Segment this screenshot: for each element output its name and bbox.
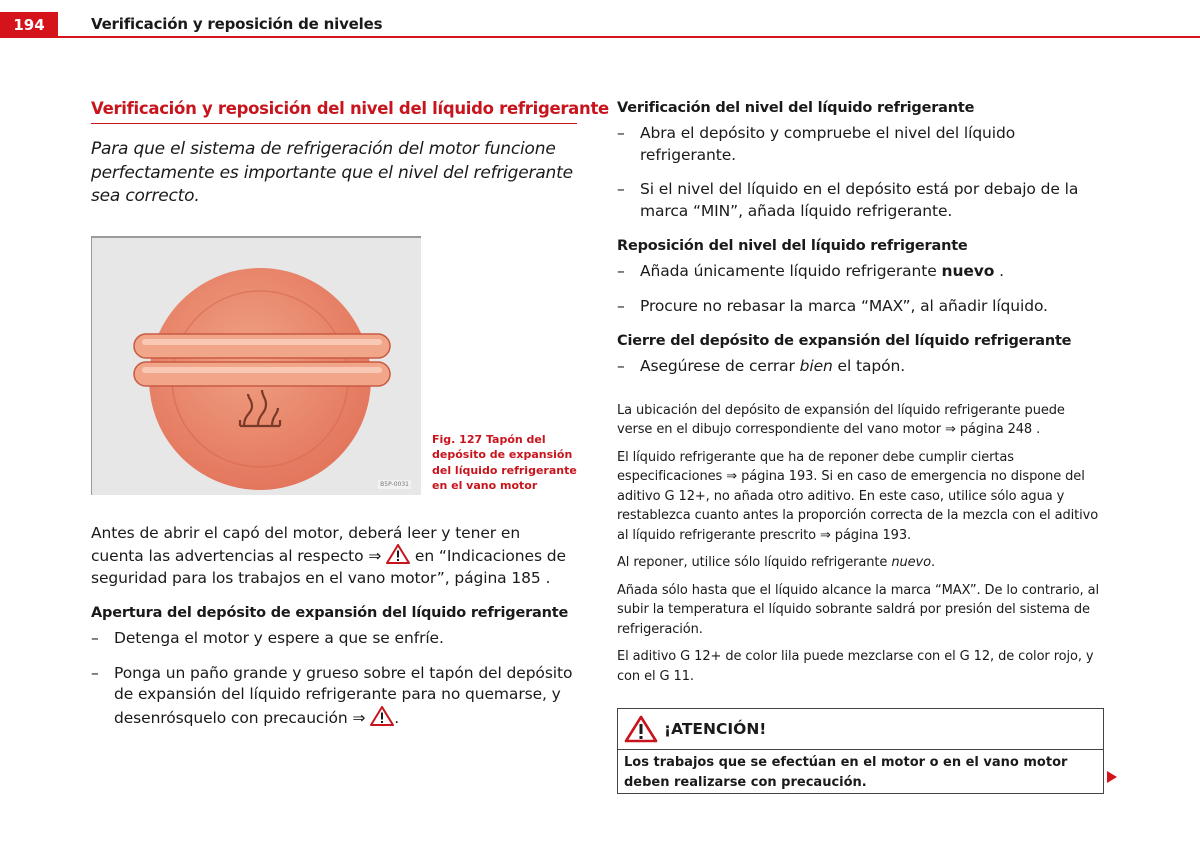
figure-code: B5P-0031 xyxy=(380,480,409,488)
attention-text: Los trabajos que se efectúan en el motor o en el vano motor deben realizarse con precaución. xyxy=(624,755,1068,790)
section-title-text: Verificación y reposición del nivel del líquido refrigerante xyxy=(91,99,609,118)
figure-image xyxy=(91,236,421,495)
note-text: Al reponer, utilice sólo líquido refrigerante xyxy=(617,555,892,570)
emphasis-well: bien xyxy=(799,357,833,375)
emphasis-new: nuevo xyxy=(941,262,995,280)
safety-paragraph xyxy=(91,523,577,590)
list-item xyxy=(617,261,1104,283)
list-item-text: Ponga un paño grande y grueso sobre el tapón del depósito de expansión del líquido refrigerante para no quemarse, y desenrósquelo con precaución xyxy=(114,663,573,727)
right-column xyxy=(617,100,1104,686)
list-item-text: Abra el depósito y compruebe el nivel del líquido refrigerante. xyxy=(640,124,1016,164)
note-location: La ubicación del depósito de expansión del líquido refrigerante puede verse en el dibujo correspondiente del vano motor ⇒ página 248 . xyxy=(617,402,1065,437)
dash-marker: – xyxy=(617,180,625,198)
figure-127 xyxy=(91,236,577,495)
list-item-text: Añada únicamente líquido refrigerante xyxy=(640,262,942,280)
refill-heading: Reposición del nivel del líquido refrigerante xyxy=(617,238,968,254)
list-item: – Ponga un paño grande y grueso sobre el tapón del depósito de expansión del líquido refrigerante para no quemarse, y desenrósquelo con precaución ⇒ . xyxy=(91,663,573,727)
attention-title: ¡ATENCIÓN! xyxy=(664,720,767,738)
attention-box xyxy=(617,708,1104,794)
warning-triangle-icon xyxy=(624,715,658,743)
list-item xyxy=(617,296,1104,318)
list-item-text: Si el nivel del líquido en el depósito está por debajo de la marca “MIN”, añada líquido refrigerante. xyxy=(640,180,1079,220)
opening-heading: Apertura del depósito de expansión del líquido refrigerante xyxy=(91,605,569,621)
warning-triangle-icon[interactable] xyxy=(370,706,394,726)
header-rule xyxy=(58,36,1200,38)
note-max-mark: Añada sólo hasta que el líquido alcance la marca “MAX”. De lo contrario, al subir la temperatura el líquido sobrante saldrá por presión del sistema de refrigeración. xyxy=(617,582,1099,637)
safety-text-end: en “Indicaciones de seguridad para los trabajos en el vano motor”, página 185 . xyxy=(91,547,566,587)
dash-marker: – xyxy=(617,357,625,375)
list-item xyxy=(617,356,1104,378)
dash-marker: – xyxy=(91,663,99,682)
left-column xyxy=(91,96,609,729)
header-title: Verificación y reposición de niveles xyxy=(91,15,383,33)
list-item xyxy=(91,628,577,650)
arrow-symbol: ⇒ xyxy=(352,708,366,727)
list-item-text: Procure no rebasar la marca “MAX”, al añadir líquido. xyxy=(640,296,1048,315)
list-item-text-end: . xyxy=(994,262,1005,280)
page-header xyxy=(0,0,1200,38)
dash-marker: – xyxy=(91,629,99,647)
note-specification: El líquido refrigerante que ha de reponer debe cumplir ciertas especificaciones ⇒ página 193. Si en caso de emergencia no dispone del aditivo G 12+, no añada otro aditivo. En este caso, utilice sólo agua y restablezca cuanto antes la proporción correcta de la mezcla con el aditivo al líquido refrigerante prescrito ⇒ página 193. xyxy=(617,449,1099,543)
attention-header xyxy=(618,709,1103,750)
note-additive: El aditivo G 12+ de color lila puede mezclarse con el G 12, de color rojo, y con el G 11. xyxy=(617,649,1094,684)
section-title xyxy=(91,96,609,124)
list-item-text-end: el tapón. xyxy=(832,357,906,375)
note-refill-new xyxy=(617,553,1104,573)
dash-marker: – xyxy=(617,124,625,142)
figure-caption: Fig. 127 Tapón del depósito de expansión del líquido refrigerante en el vano motor xyxy=(432,432,577,492)
dash-marker: – xyxy=(617,296,625,315)
warning-triangle-icon[interactable] xyxy=(386,544,410,564)
intro-text: Para que el sistema de refrigeración del motor funcione perfectamente es importante que el nivel del refrigerante sea correcto. xyxy=(91,139,573,206)
arrow-symbol: ⇒ xyxy=(368,547,382,565)
safety-text-start: Antes de abrir el capó del motor, deberá leer y tener en cuenta las advertencias al respecto xyxy=(91,523,521,565)
list-item-text: Detenga el motor y espere a que se enfríe. xyxy=(114,629,444,647)
note-emphasis: nuevo xyxy=(891,555,931,570)
close-heading: Cierre del depósito de expansión del líquido refrigerante xyxy=(617,333,1072,349)
list-item-text: Asegúrese de cerrar xyxy=(640,357,800,375)
check-heading: Verificación del nivel del líquido refrigerante xyxy=(617,100,975,116)
continue-arrow-icon xyxy=(1106,770,1118,784)
page-number: 194 xyxy=(0,12,58,38)
list-item xyxy=(617,123,1104,166)
dash-marker: – xyxy=(617,262,625,280)
radiator-cap-illustration xyxy=(92,238,421,495)
note-text-end: . xyxy=(930,555,935,570)
list-item xyxy=(617,179,1104,222)
